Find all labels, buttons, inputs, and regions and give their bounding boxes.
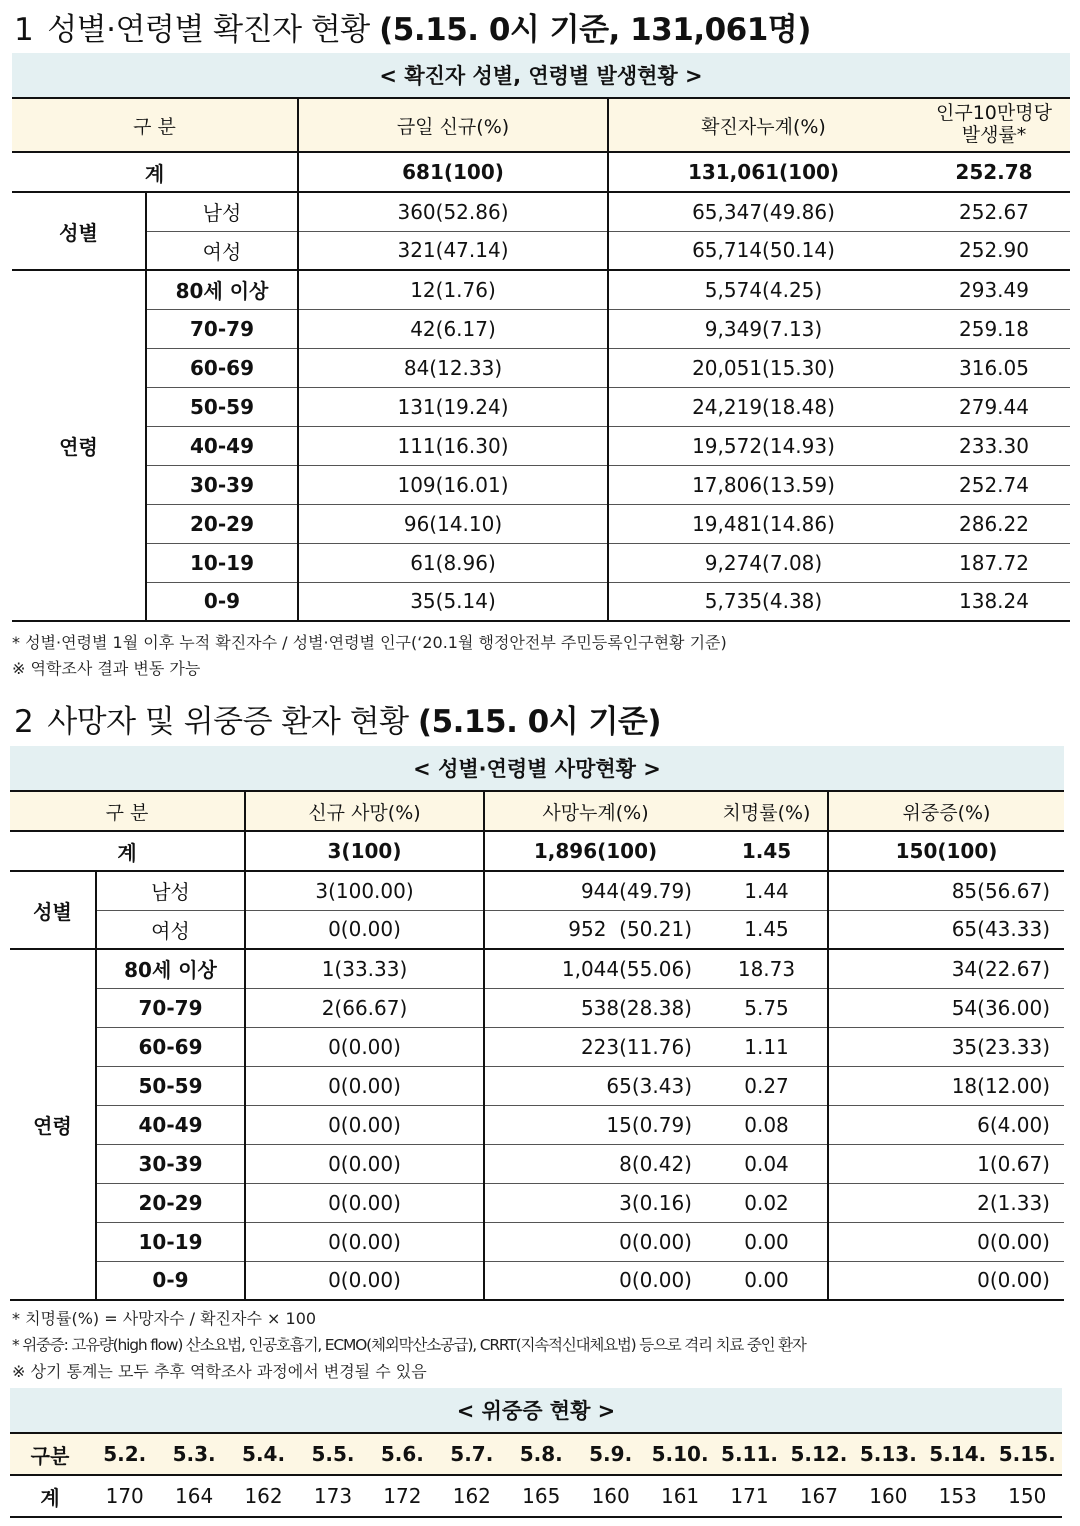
section1-caption: < 확진자 성별, 연령별 발생현황 > — [12, 53, 1070, 97]
table-row: 여성 0(0.00) 952 (50.21) 1.45 65(43.33) — [10, 910, 1064, 949]
section1-subtitle: (5.15. 0시 기준, 131,061명) — [379, 12, 811, 48]
table-row: 성별 남성 3(100.00) 944(49.79) 1.44 85(56.67) — [10, 871, 1064, 910]
table-row: 40-49 0(0.00) 15(0.79) 0.08 6(4.00) — [10, 1105, 1064, 1144]
table-row: 연령 80세 이상 12(1.76) 5,574(4.25) 293.49 — [12, 270, 1070, 309]
section1-note-1: * 성별·연령별 1월 이후 누적 확진자수 / 성별·연령별 인구(‘20.1월 행정안전부 주민등록인구현황 기준) — [12, 633, 727, 652]
header-category: 구 분 — [10, 791, 245, 831]
table-row: 70-79 2(66.67) 538(28.38) 5.75 54(36.00) — [10, 988, 1064, 1027]
table-row: 50-59 0(0.00) 65(3.43) 0.27 18(12.00) — [10, 1066, 1064, 1105]
table-row: 계 170 164 162 173 172 162 165 160 161 171 167 160 153 150 — [10, 1475, 1062, 1517]
section1-title: 1 성별·연령별 확진자 현황 (5.15. 0시 기준, 131,061명) — [14, 12, 811, 48]
table-row: 여성 321(47.14) 65,714(50.14) 252.90 — [12, 231, 1070, 270]
section1-title-text: 성별·연령별 확진자 현황 — [47, 12, 370, 48]
table-row: 0-9 35(5.14) 5,735(4.38) 138.24 — [12, 582, 1070, 621]
table-row: 20-29 96(14.10) 19,481(14.86) 286.22 — [12, 504, 1070, 543]
section2-subtitle: (5.15. 0시 기준) — [417, 704, 662, 740]
critical-trend-table — [10, 1432, 1062, 1518]
table-row: 10-19 61(8.96) 9,274(7.08) 187.72 — [12, 543, 1070, 582]
header-rate: 인구10만명당 발생률* — [918, 98, 1070, 152]
table-row: 60-69 0(0.00) 223(11.76) 1.11 35(23.33) — [10, 1027, 1064, 1066]
section2-title-text: 사망자 및 위중증 환자 현황 — [47, 704, 409, 740]
confirmed-cases-table — [12, 97, 1070, 622]
table-row: 60-69 84(12.33) 20,051(15.30) 316.05 — [12, 348, 1070, 387]
section1-note-2: ※ 역학조사 결과 변동 가능 — [12, 659, 201, 678]
header-new-deaths: 신규 사망(%) — [245, 791, 484, 831]
section2-note-1: * 치명률(%) = 사망자수 / 확진자수 × 100 — [12, 1309, 317, 1328]
table-row: 70-79 42(6.17) 9,349(7.13) 259.18 — [12, 309, 1070, 348]
table-row: 20-29 0(0.00) 3(0.16) 0.02 2(1.33) — [10, 1183, 1064, 1222]
section2-note-3: ※ 상기 통계는 모두 추후 역학조사 과정에서 변경될 수 있음 — [12, 1362, 427, 1381]
total-row: 계 681(100) 131,061(100) 252.78 — [12, 152, 1070, 192]
group-age: 연령 — [10, 949, 96, 1300]
deaths-table — [10, 790, 1064, 1301]
header-cumulative: 확진자누계(%) — [608, 98, 918, 152]
header-cumulative-deaths: 사망누계(%) — [484, 791, 706, 831]
table-row: 40-49 111(16.30) 19,572(14.93) 233.30 — [12, 426, 1070, 465]
header-new: 금일 신규(%) — [298, 98, 608, 152]
header-fatality: 치명률(%) — [706, 791, 828, 831]
section3-caption: < 위중증 현황 > — [10, 1388, 1062, 1432]
group-sex: 성별 — [12, 192, 146, 270]
table-header-row — [12, 98, 1070, 152]
table-header-row: 구분 5.2. 5.3. 5.4. 5.5. 5.6. 5.7. 5.8. 5.9. 5.10. 5.11. 5.12. 5.13. 5.14. 5.15. — [10, 1433, 1062, 1475]
total-row: 계 3(100) 1,896(100) 1.45 150(100) — [10, 831, 1064, 871]
table-row: 연령 80세 이상 1(33.33) 1,044(55.06) 18.73 34(22.67) — [10, 949, 1064, 988]
table-row: 50-59 131(19.24) 24,219(18.48) 279.44 — [12, 387, 1070, 426]
table-row: 10-19 0(0.00) 0(0.00) 0.00 0(0.00) — [10, 1222, 1064, 1261]
section2-caption: < 성별·연령별 사망현황 > — [10, 746, 1064, 790]
header-category: 구 분 — [12, 98, 298, 152]
table-header-row — [10, 791, 1064, 831]
table-row: 0-9 0(0.00) 0(0.00) 0.00 0(0.00) — [10, 1261, 1064, 1300]
row-header-label: 구분 — [10, 1433, 90, 1475]
section2-title: 2 사망자 및 위중증 환자 현황 (5.15. 0시 기준) — [14, 704, 662, 740]
row-value-label: 계 — [10, 1475, 90, 1517]
table-row: 30-39 109(16.01) 17,806(13.59) 252.74 — [12, 465, 1070, 504]
table-row: 30-39 0(0.00) 8(0.42) 0.04 1(0.67) — [10, 1144, 1064, 1183]
table-row: 성별 남성 360(52.86) 65,347(49.86) 252.67 — [12, 192, 1070, 231]
header-critical: 위중증(%) — [828, 791, 1064, 831]
group-age: 연령 — [12, 270, 146, 621]
group-sex: 성별 — [10, 871, 96, 949]
section2-note-2: * 위중증: 고유량(high flow) 산소요법, 인공호흡기, ECMO(체외막산소공급), CRRT(지속적신대체요법) 등으로 격리 치료 중인 환자 — [12, 1336, 806, 1354]
